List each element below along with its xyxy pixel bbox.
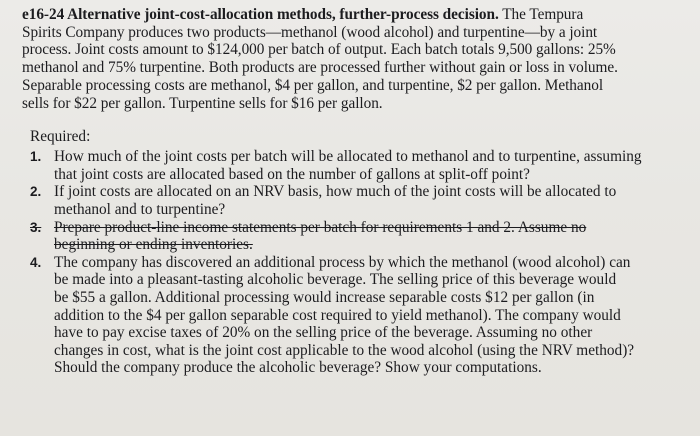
requirement-line: The company has discovered an additional process by which the methanol (wood alcohol) can [54, 253, 631, 271]
requirement-line: methanol and to turpentine? [54, 201, 226, 218]
requirement-line: have to pay excise taxes of 20% on the selling price of the beverage. Assuming no other [54, 324, 593, 342]
requirement-line: addition to the $4 per gallon separable cost required to yield methanol). The company would [54, 306, 621, 324]
requirement-item-3-struck-through [22, 219, 686, 254]
requirement-number: 2. [30, 184, 42, 200]
requirements-list [22, 148, 686, 377]
problem-line: Spirits Company produces two products—methanol (wood alcohol) and turpentine—by a joint [22, 23, 598, 41]
requirement-line: be made into a pleasant-tasting alcoholic beverage. The selling price of this beverage would [54, 271, 617, 289]
required-label: Required: [30, 128, 91, 146]
requirement-item-4 [22, 254, 686, 377]
problem-title: e16-24 Alternative joint-cost-allocation methods, further-process decision. [22, 6, 499, 23]
requirement-item-1 [22, 148, 686, 183]
requirement-number: 1. [30, 149, 42, 165]
problem-title-continuation: The Tempura [498, 6, 584, 23]
requirement-line: Should the company produce the alcoholic beverage? Show your computations. [54, 359, 542, 377]
requirement-line: changes in cost, what is the joint cost applicable to the wood alcohol (using the NRV method)? [54, 341, 635, 359]
requirement-line: be $55 a gallon. Additional processing would increase separable costs $12 per gallon (in [54, 288, 595, 306]
requirement-line: If joint costs are allocated on an NRV basis, how much of the joint costs will be allocated to [54, 183, 617, 201]
problem-heading-line [22, 6, 686, 24]
requirement-number: 3. [30, 219, 42, 235]
requirement-item-2 [22, 183, 686, 218]
requirement-number: 4. [30, 254, 42, 270]
problem-statement [22, 6, 686, 112]
requirement-line: that joint costs are allocated based on the number of gallons at split-off point? [54, 165, 530, 183]
requirement-line: How much of the joint costs per batch will be allocated to methanol and to turpentine, assuming [54, 148, 642, 166]
problem-line: methanol and 75% turpentine. Both products are processed further without gain or loss in volume. [22, 59, 618, 77]
requirement-line: beginning or ending inventories. [54, 236, 253, 254]
problem-line: Separable processing costs are methanol, $4 per gallon, and turpentine, $2 per gallon. Methanol [22, 76, 604, 94]
problem-line: sells for $22 per gallon. Turpentine sells for $16 per gallon. [22, 94, 383, 112]
problem-line: process. Joint costs amount to $124,000 per batch of output. Each batch totals 9,500 gallons: 25% [22, 41, 616, 59]
requirement-line: Prepare product-line income statements per batch for requirements 1 and 2. Assume no [54, 218, 587, 236]
